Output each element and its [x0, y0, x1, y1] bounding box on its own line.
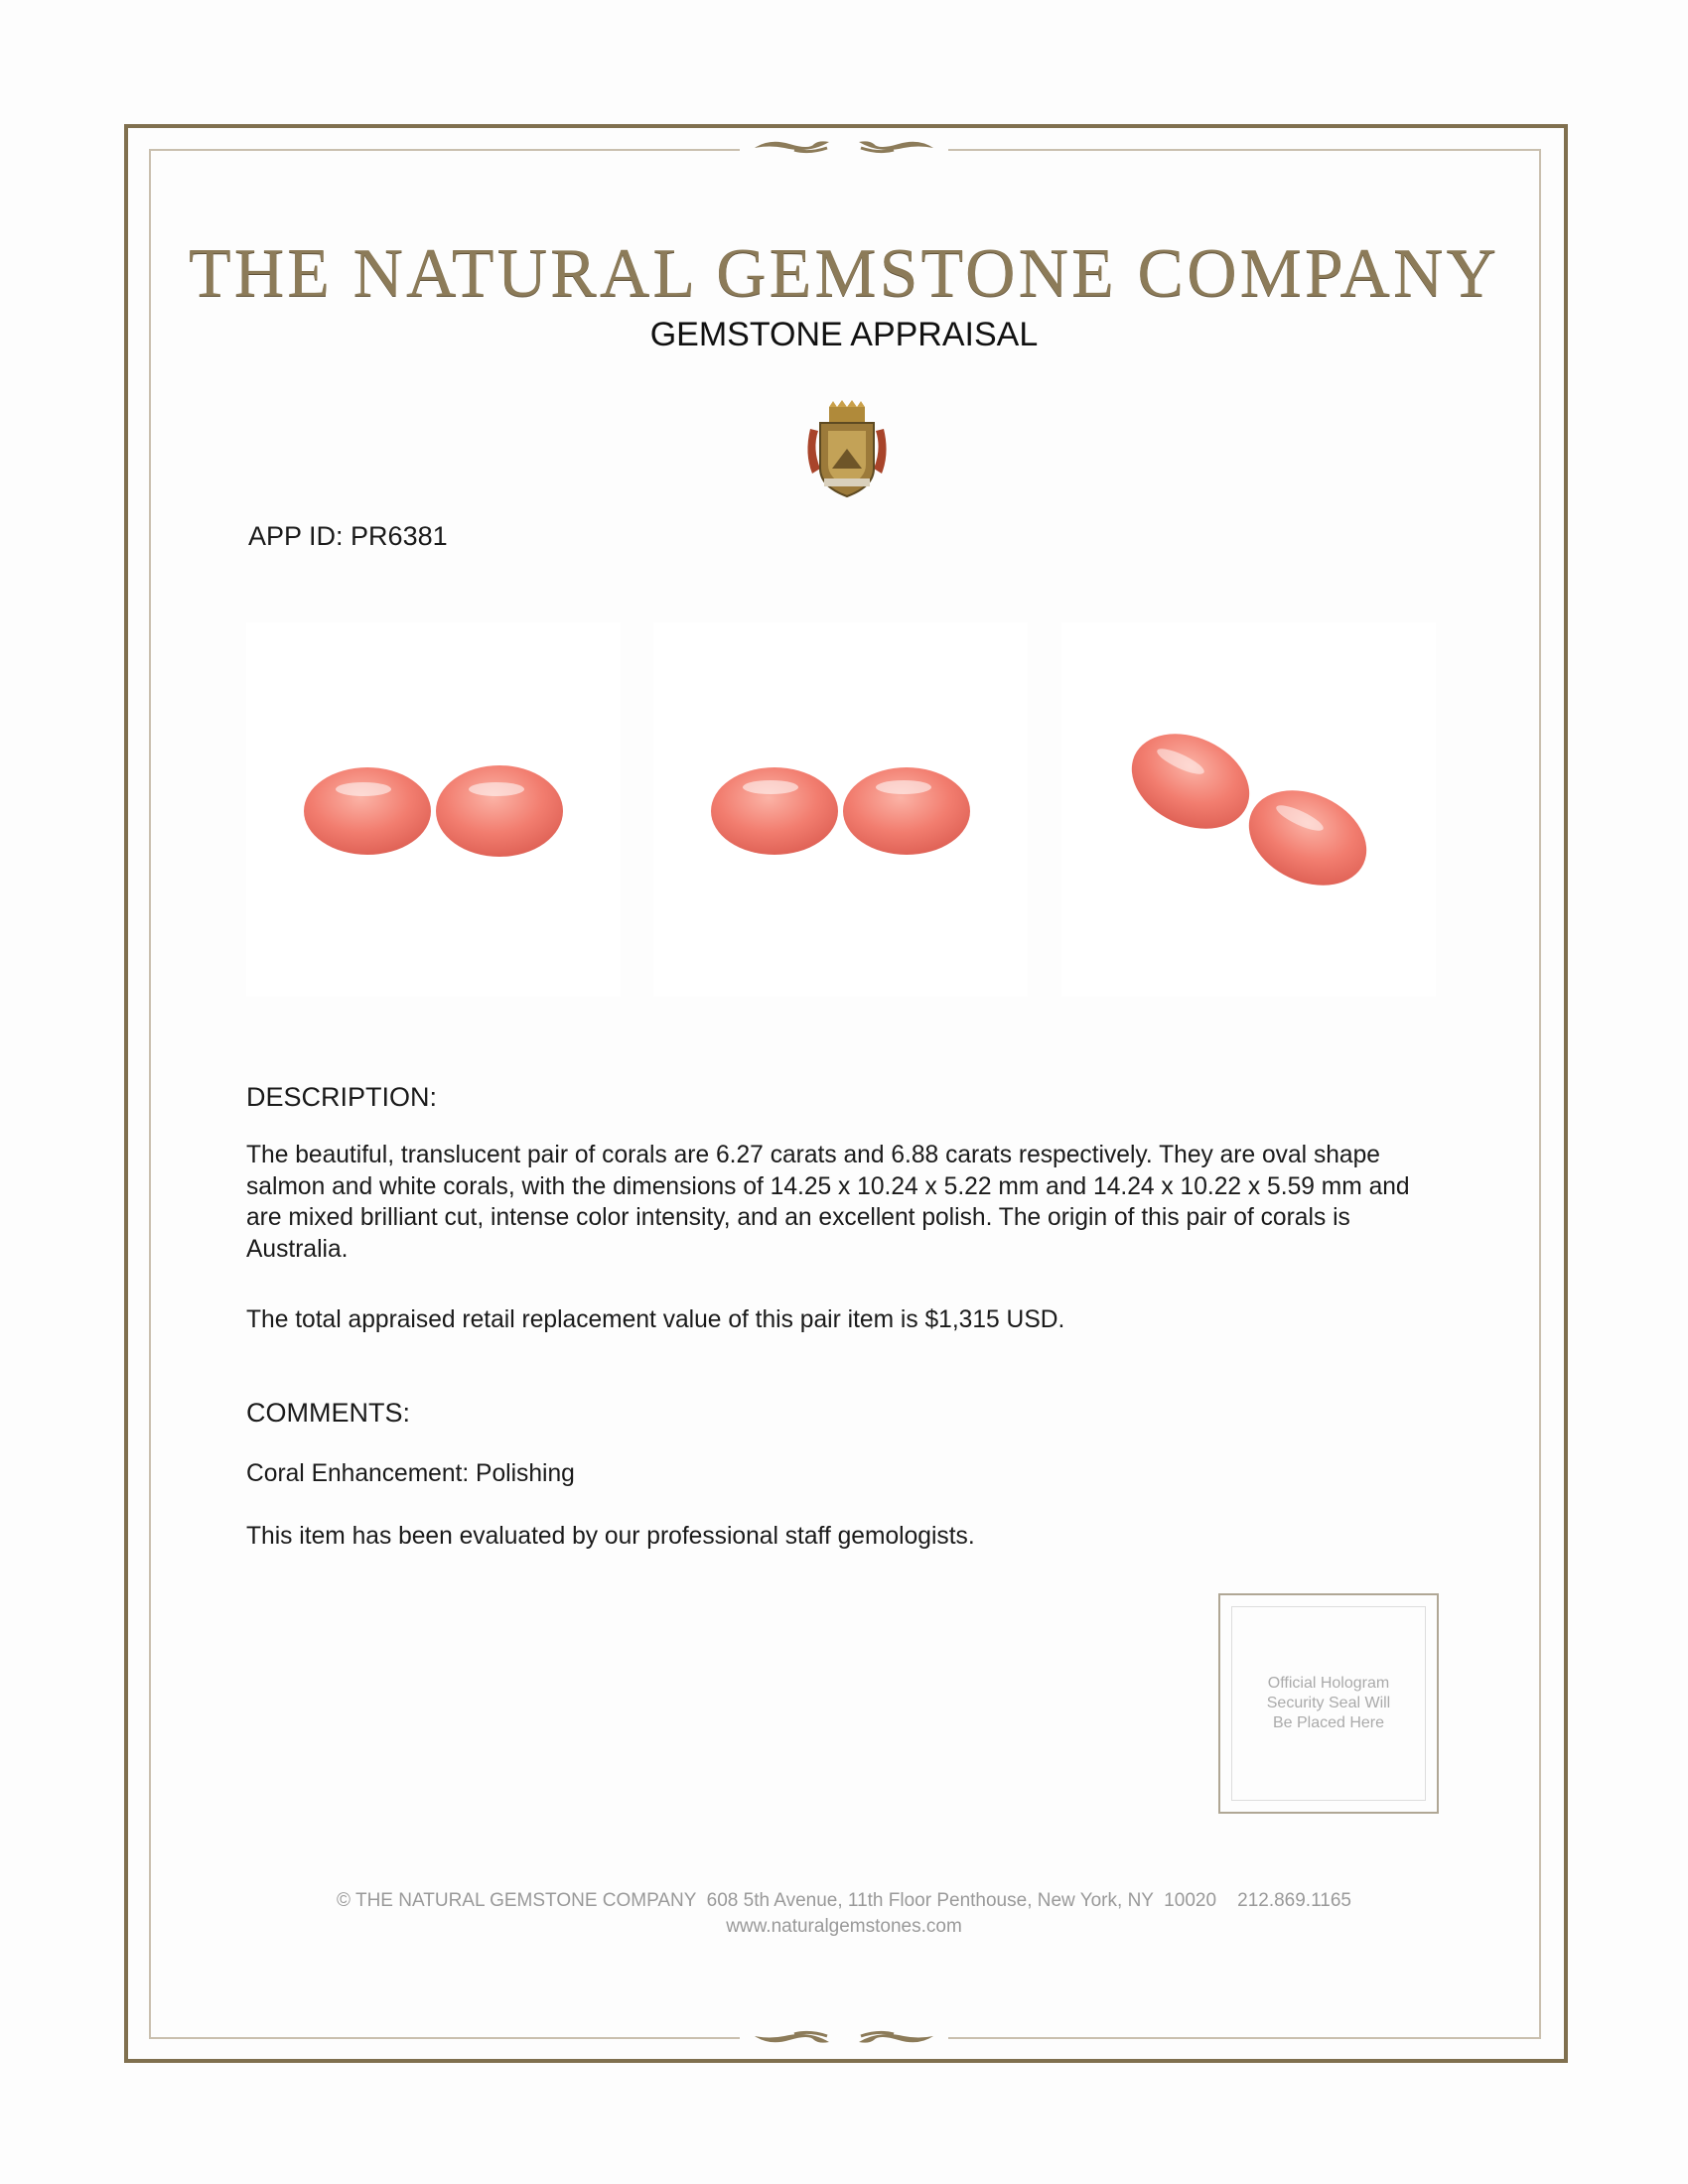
- app-id: APP ID: PR6381: [248, 521, 448, 551]
- footer-website[interactable]: www.naturalgemstones.com: [726, 1916, 962, 1937]
- top-ornament-icon: [740, 132, 948, 162]
- company-title: THE NATURAL GEMSTONE COMPANY: [188, 235, 1500, 312]
- seal-inner-box: [1231, 1606, 1426, 1801]
- document-subtitle: GEMSTONE APPRAISAL: [649, 316, 1039, 353]
- gem-photo-angled: [1061, 622, 1436, 997]
- seal-text-line: Security Seal Will: [1266, 1695, 1391, 1711]
- coral-pair-front-icon: [246, 622, 621, 997]
- hologram-seal-placeholder: [1218, 1593, 1439, 1814]
- gem-photo-front: [246, 622, 621, 997]
- coral-pair-angled-icon: [1061, 622, 1436, 997]
- footer-address: © THE NATURAL GEMSTONE COMPANY 608 5th Avenue, 11th Floor Penthouse, New York, NY 10020 212.869.1165: [337, 1890, 1351, 1911]
- comments-heading: COMMENTS:: [246, 1398, 410, 1428]
- enhancement-note: Coral Enhancement: Polishing: [246, 1460, 575, 1487]
- appraised-value: The total appraised retail replacement value of this pair item is $1,315 USD.: [246, 1306, 1065, 1333]
- coral-pair-side-icon: [653, 622, 1028, 997]
- seal-text-line: Be Placed Here: [1272, 1714, 1385, 1731]
- bottom-ornament-icon: [740, 2022, 948, 2052]
- description-heading: DESCRIPTION:: [246, 1082, 438, 1112]
- description-body: The beautiful, translucent pair of corals are 6.27 carats and 6.88 carats respectively. They are oval shape salmon and white corals, with the dimensions of 14.25 x 10.24 x 5.22 mm and 14.24 x 10.22 x 5.59 mm and are mixed brilliant cut, intense color intensity, and an excellent polish. The origin of this pair of corals is Australia.: [246, 1142, 1410, 1263]
- evaluation-note: This item has been evaluated by our professional staff gemologists.: [246, 1523, 975, 1550]
- seal-text-line: Official Hologram: [1267, 1675, 1390, 1692]
- gem-photo-side: [653, 622, 1028, 997]
- crest-icon: [802, 399, 892, 498]
